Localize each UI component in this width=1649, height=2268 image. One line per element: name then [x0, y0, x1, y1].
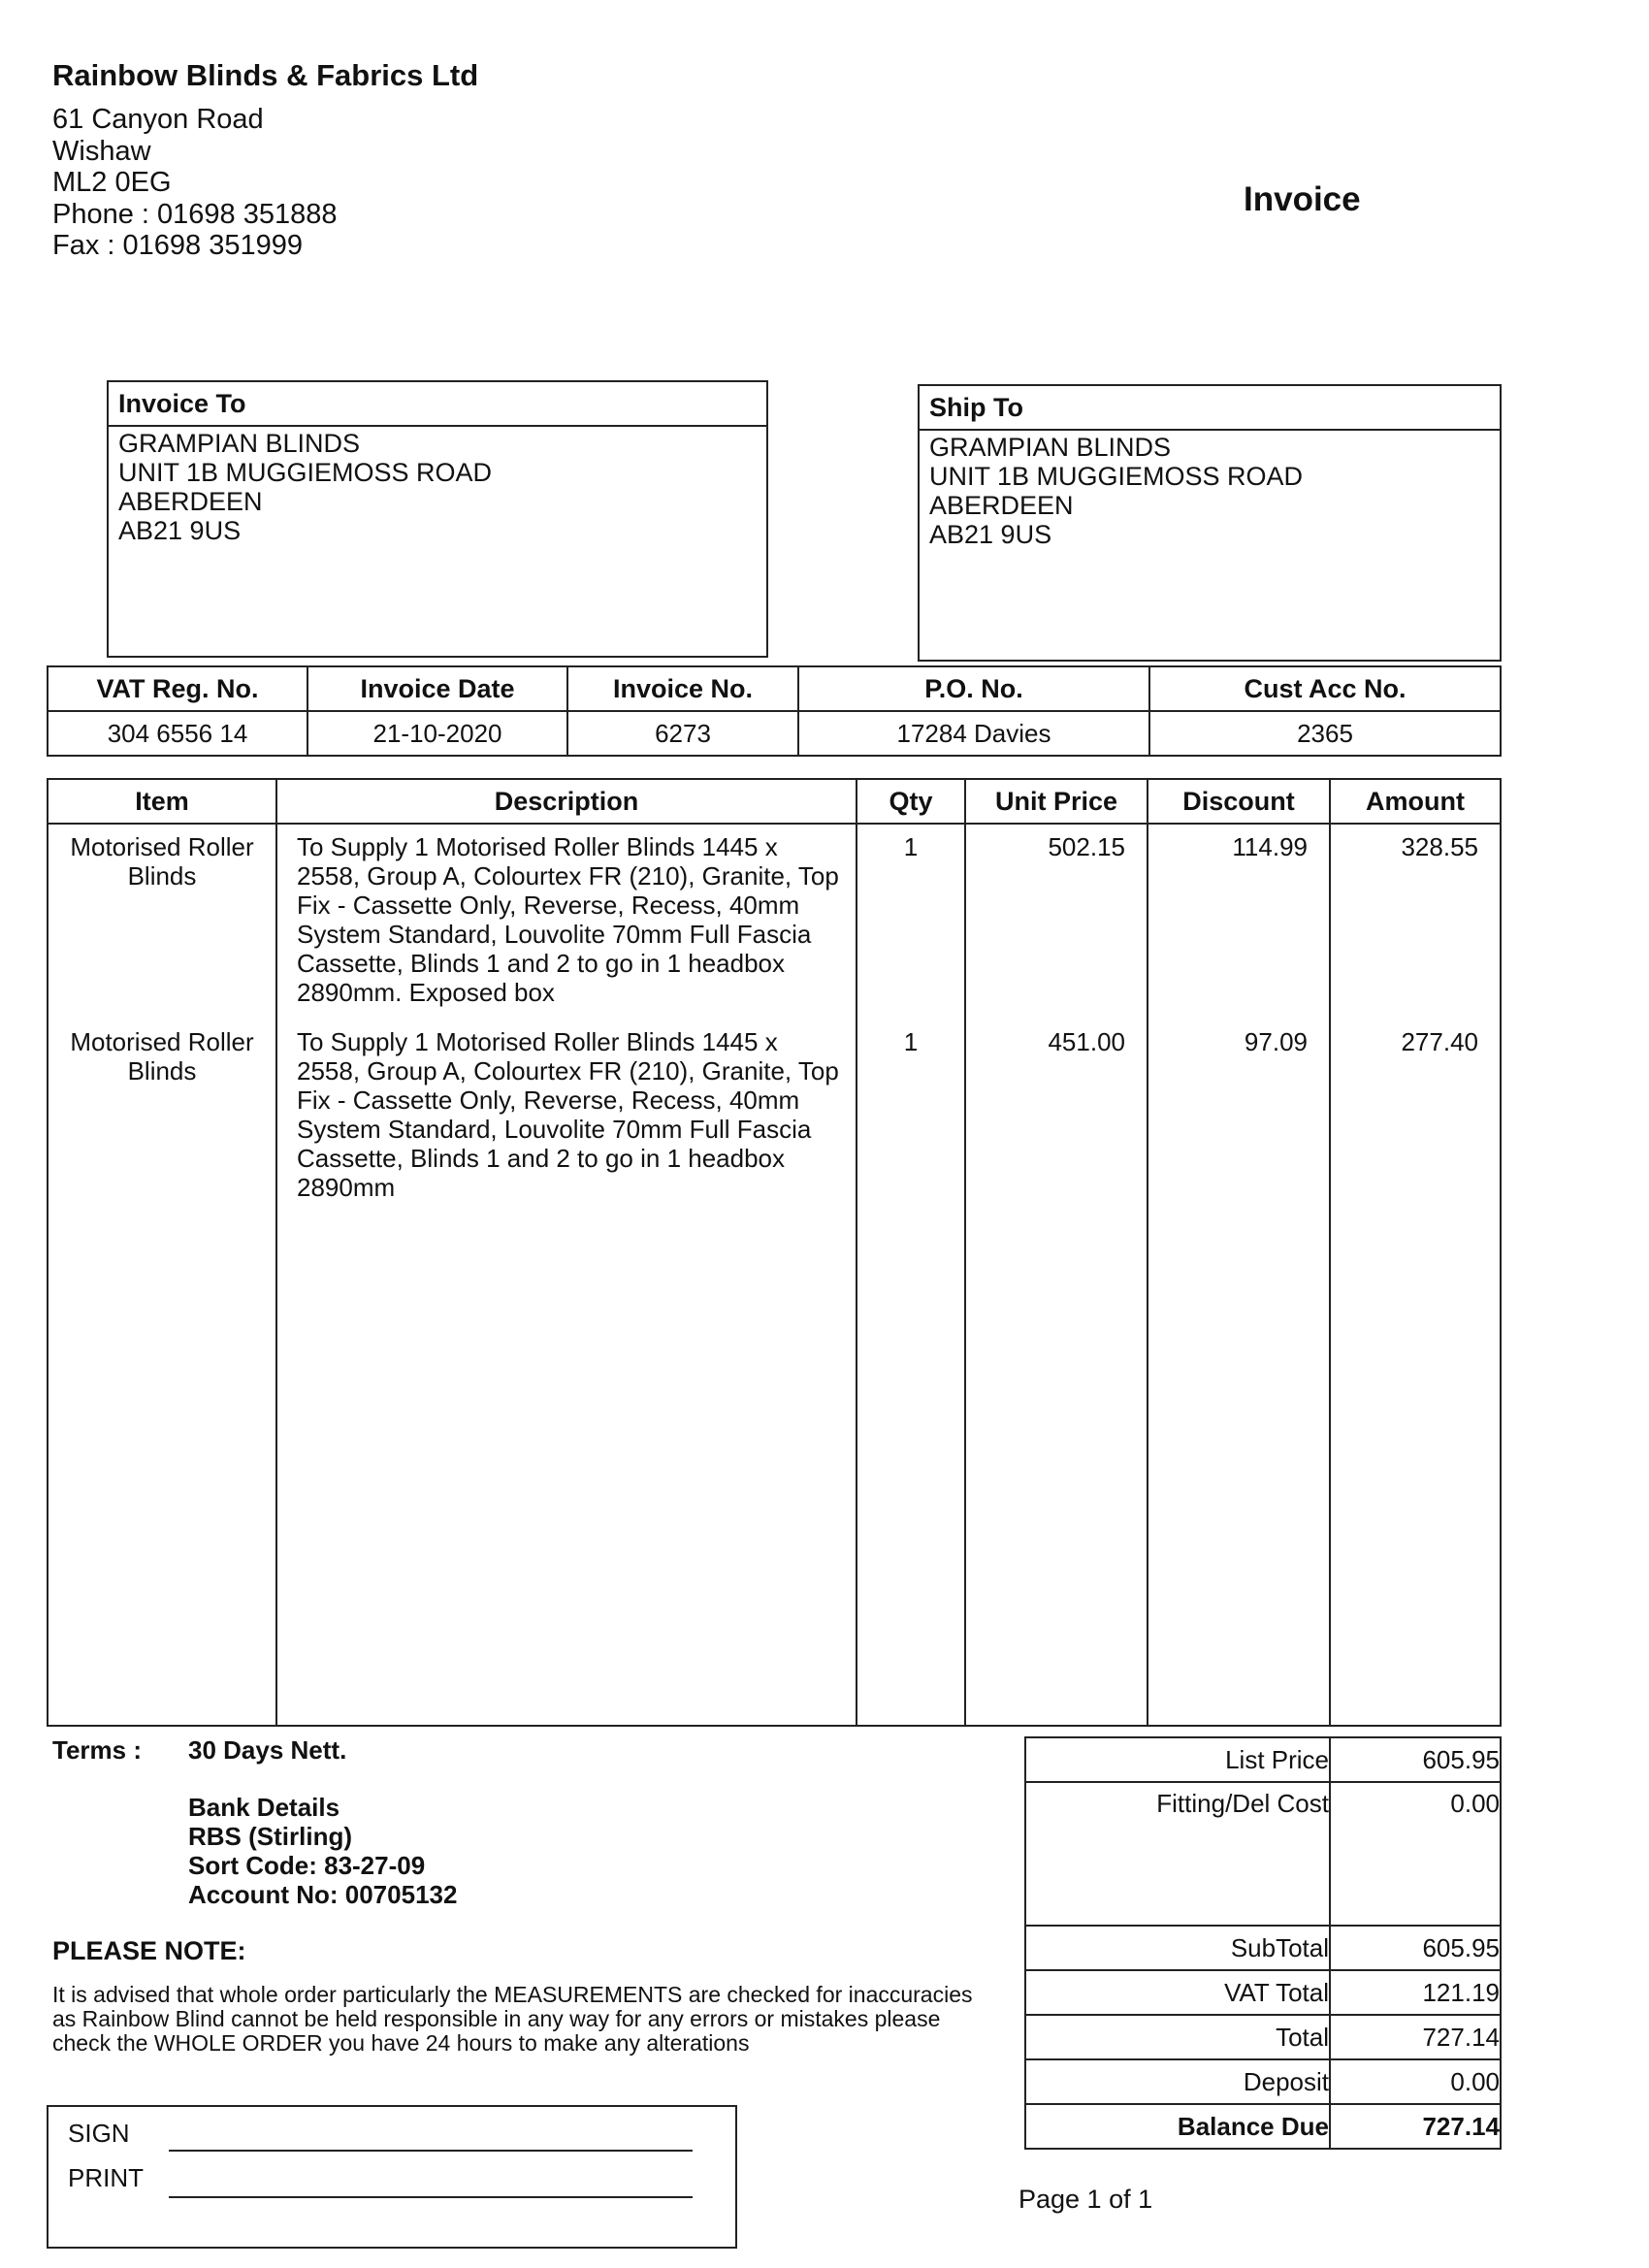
- print-line[interactable]: [169, 2196, 693, 2198]
- line-item-unit-price: 502.15: [1048, 832, 1125, 861]
- invoice-meta-table: [47, 665, 1502, 757]
- description-header: Description: [276, 779, 857, 824]
- totals-table: [1024, 1736, 1502, 2150]
- invoice-to-line: AB21 9US: [118, 516, 242, 545]
- cust-acc-header: Cust Acc No.: [1149, 666, 1501, 711]
- terms-label: Terms :: [52, 1735, 142, 1765]
- unit-price-header: Unit Price: [965, 779, 1148, 824]
- ship-to-line: ABERDEEN: [929, 491, 1074, 520]
- bank-details: [188, 1793, 457, 1909]
- vat-value: 121.19: [1330, 1970, 1501, 2015]
- line-item-name: Motorised Roller Blinds: [70, 1027, 254, 1085]
- po-no-header: P.O. No.: [798, 666, 1149, 711]
- qty-column: [857, 824, 965, 1726]
- vat-reg-value: 304 6556 14: [48, 711, 307, 756]
- list-price-label: List Price: [1025, 1737, 1330, 1782]
- ship-to-line: UNIT 1B MUGGIEMOSS ROAD: [929, 462, 1304, 491]
- address-line: ML2 0EG: [52, 167, 172, 198]
- terms-value: 30 Days Nett.: [188, 1735, 347, 1765]
- signature-box: [47, 2105, 737, 2249]
- page-number: Page 1 of 1: [1018, 2185, 1153, 2214]
- subtotal-label: SubTotal: [1025, 1926, 1330, 1970]
- line-item-amount: 328.55: [1401, 832, 1478, 861]
- company-address: [52, 104, 338, 262]
- line-items-table: [47, 778, 1502, 1727]
- ship-to-box: [918, 384, 1502, 662]
- subtotal-value: 605.95: [1330, 1926, 1501, 1970]
- ship-to-label: Ship To: [920, 386, 1500, 431]
- invoice-no-value: 6273: [567, 711, 798, 756]
- fitting-label: Fitting/Del Cost: [1025, 1782, 1330, 1926]
- qty-header: Qty: [857, 779, 965, 824]
- invoice-to-line: GRAMPIAN BLINDS: [118, 429, 361, 458]
- total-label: Total: [1025, 2015, 1330, 2059]
- invoice-date-value: 21-10-2020: [307, 711, 567, 756]
- meta-header-row: [48, 666, 1501, 711]
- please-note-text: It is advised that whole order particularly the MEASUREMENTS are checked for inaccuracies as Rainbow Blind cannot be held responsible in any way for any errors or mistakes please check the WHOLE ORDER you have 24 hours to make any alterations: [52, 1982, 973, 2056]
- balance-due-value: 727.14: [1330, 2104, 1501, 2149]
- invoice-to-address: [109, 427, 766, 545]
- total-row: [1025, 2015, 1501, 2059]
- bank-details-heading: Bank Details: [188, 1793, 340, 1822]
- item-column: [48, 824, 276, 1726]
- line-item-description: To Supply 1 Motorised Roller Blinds 1445 x 2558, Group A, Colourtex FR (210), Granite, Top Fix - Cassette Only, Reverse, Recess, 40mm System Standard, Louvolite 70mm Full Fascia Cassette, Blinds 1 and 2 to go in 1 headbox 2890mm: [297, 1027, 839, 1202]
- unit-price-column: [965, 824, 1148, 1726]
- amount-column: [1330, 824, 1501, 1726]
- po-no-value: 17284 Davies: [798, 711, 1149, 756]
- line-item-discount: 97.09: [1244, 1027, 1308, 1056]
- account-number: Account No: 00705132: [188, 1880, 458, 1909]
- deposit-label: Deposit: [1025, 2059, 1330, 2104]
- please-note-title: PLEASE NOTE:: [52, 1936, 246, 1965]
- address-line: 61 Canyon Road: [52, 104, 264, 135]
- meta-value-row: [48, 711, 1501, 756]
- deposit-row: [1025, 2059, 1501, 2104]
- deposit-value: 0.00: [1330, 2059, 1501, 2104]
- line-item-description: To Supply 1 Motorised Roller Blinds 1445 x 2558, Group A, Colourtex FR (210), Granite, Top Fix - Cassette Only, Reverse, Recess, 40mm System Standard, Louvolite 70mm Full Fascia Cassette, Blinds 1 and 2 to go in 1 headbox 2890mm. Exposed box: [297, 832, 839, 1007]
- line-item-name: Motorised Roller Blinds: [70, 832, 254, 891]
- invoice-to-box: [107, 380, 768, 658]
- vat-reg-header: VAT Reg. No.: [48, 666, 307, 711]
- cust-acc-value: 2365: [1149, 711, 1501, 756]
- sign-label: SIGN: [68, 2119, 130, 2148]
- list-price-row: [1025, 1737, 1501, 1782]
- ship-to-line: GRAMPIAN BLINDS: [929, 433, 1172, 462]
- ship-to-address: [920, 431, 1500, 549]
- phone-line: Phone : 01698 351888: [52, 198, 338, 230]
- invoice-no-header: Invoice No.: [567, 666, 798, 711]
- sign-line[interactable]: [169, 2150, 693, 2152]
- description-column: [276, 824, 857, 1726]
- discount-header: Discount: [1148, 779, 1330, 824]
- vat-label: VAT Total: [1025, 1970, 1330, 2015]
- company-name: Rainbow Blinds & Fabrics Ltd: [52, 58, 479, 92]
- line-item-qty: 1: [903, 1027, 919, 1056]
- list-price-value: 605.95: [1330, 1737, 1501, 1782]
- sort-code: Sort Code: 83-27-09: [188, 1851, 426, 1880]
- amount-header: Amount: [1330, 779, 1501, 824]
- balance-due-row: [1025, 2104, 1501, 2149]
- invoice-to-label: Invoice To: [109, 382, 766, 427]
- items-header-row: [48, 779, 1501, 824]
- balance-due-label: Balance Due: [1025, 2104, 1330, 2149]
- line-item-qty: 1: [903, 832, 919, 861]
- item-header: Item: [48, 779, 276, 824]
- address-line: Wishaw: [52, 135, 151, 167]
- line-item-amount: 277.40: [1401, 1027, 1478, 1056]
- invoice-date-header: Invoice Date: [307, 666, 567, 711]
- items-body-row: [48, 824, 1501, 1726]
- print-label: PRINT: [68, 2163, 144, 2192]
- fitting-row: [1025, 1782, 1501, 1926]
- fitting-value: 0.00: [1330, 1782, 1501, 1926]
- discount-column: [1148, 824, 1330, 1726]
- subtotal-row: [1025, 1926, 1501, 1970]
- fax-line: Fax : 01698 351999: [52, 230, 303, 261]
- line-item-discount: 114.99: [1232, 832, 1308, 861]
- ship-to-line: AB21 9US: [929, 520, 1052, 549]
- line-item-unit-price: 451.00: [1048, 1027, 1125, 1056]
- total-value: 727.14: [1330, 2015, 1501, 2059]
- document-title: Invoice: [1244, 180, 1361, 218]
- vat-row: [1025, 1970, 1501, 2015]
- bank-name: RBS (Stirling): [188, 1822, 352, 1851]
- invoice-to-line: ABERDEEN: [118, 487, 263, 516]
- invoice-to-line: UNIT 1B MUGGIEMOSS ROAD: [118, 458, 493, 487]
